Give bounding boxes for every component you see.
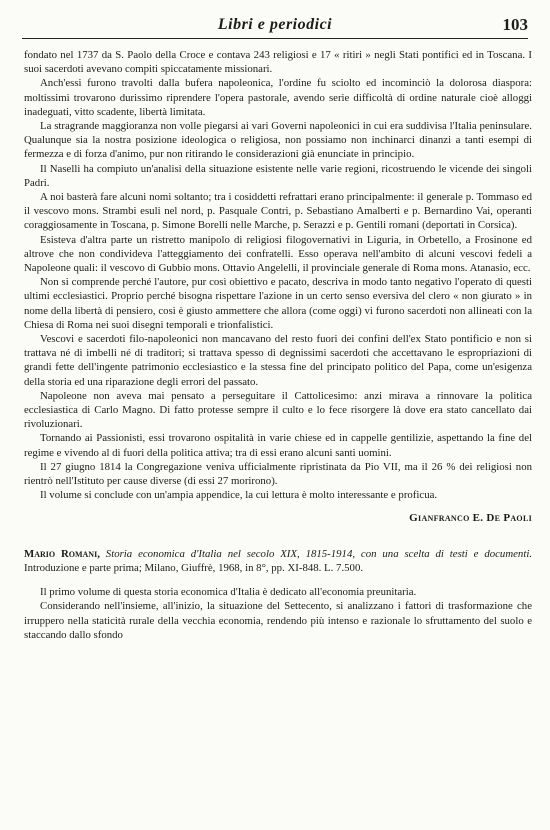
paragraph: Anch'essi furono travolti dalla bufera napoleonica, l'ordine fu sciolto ed incominciò la dolorosa diaspora: moltissimi trovarono durissimo riprendere l'opera pastorale, avendo serie difficoltà di ordine naturale cioè alloggi inadeguati, vitto scadente, libertà limitata.	[24, 77, 532, 118]
paragraph: A noi basterà fare alcuni nomi soltanto; tra i cosiddetti refrattari erano principalmente: il generale p. Tommaso ed il vescovo mons. Strambi esuli nel nord, p. Pasquale Contri, p. Sebastiano Amalberti e p. Bernardino Vai, operanti coraggiosamente in Toscana, p. Simone Borelli nelle Marche, p. Serazzi e p. Gentili romani (deportati in Corsica).	[24, 191, 532, 232]
paragraph: fondato nel 1737 da S. Paolo della Croce e contava 243 religiosi e 17 « ritiri » negli Stati pontifici ed in Toscana. I suoi sacerdoti avevano compiti spiccatamente missionari.	[24, 49, 532, 76]
paragraph: Il 27 giugno 1814 la Congregazione veniva ufficialmente ripristinata da Pio VII, ma il 26 % dei religiosi non rientrò nell'Istituto per cause diverse (di essi 27 morirono).	[24, 460, 532, 488]
reviewer-signature: Gianfranco E. De Paoli	[409, 511, 532, 524]
paragraph: Il volume si conclude con un'ampia appendice, la cui lettura è molto interessante e proficua.	[40, 489, 438, 502]
review-title: Storia economica d'Italia nel secolo XIX, 1815-1914, con una scelta di testi e documenti.	[105, 547, 533, 560]
paragraph: La stragrande maggioranza non volle piegarsi ai vari Governi napoleonici in cui era suddivisa l'Italia peninsulare. Qualunque sia la nostra posizione ideologica o religiosa, non possiamo non inchinarci dinanzi a tanti esempi di fermezza e di forza d'animo, pur non ritirando le considerazioni già enunciate in principio.	[24, 120, 532, 161]
paragraph: Considerando nell'insieme, all'inizio, la situazione del Settecento, si analizzano i fattori di trasformazione che irruppero nella staticità rurale della vecchia economia, rendendo più intenso e razionale lo sfruttamento del suolo e staccando dallo sfondo	[24, 600, 532, 641]
paragraph: Non si comprende perché l'autore, pur così obiettivo e pacato, descriva in modo tanto negativo l'operato di questi ultimi ecclesiastici. Proprio perché bisogna rispettare l'azione in un certo senso eversiva del clero « non giurato » in nome della libertà di pensiero, così è giusto ammettere che allora (come oggi) vi furono sacerdoti non allineati con la Chiesa di Roma nei suoi disegni temporali e trionfalistici.	[24, 276, 532, 331]
article-body	[24, 48, 532, 642]
paragraph: Tornando ai Passionisti, essi trovarono ospitalità in varie chiese ed in cappelle gentilizie, aspettando la fine del regime e vivendo al di fuori della politica attiva; tra di essi erano alcuni santi uomini.	[24, 432, 532, 459]
page-header	[22, 10, 528, 39]
spacer	[24, 575, 532, 585]
review-citation	[24, 547, 532, 575]
review-author: Mario Romani,	[24, 547, 100, 560]
paragraph: Il primo volume di questa storia economica d'Italia è dedicato all'economia preunitaria.	[40, 586, 417, 599]
paragraph: Il Naselli ha compiuto un'analisi della situazione esistente nelle varie regioni, ricostruendo le vicende dei singoli Padri.	[24, 162, 532, 189]
paragraph: Esisteva d'altra parte un ristretto manipolo di religiosi filogovernativi in Liguria, in Orbetello, a Frosinone ed altrove che non condivideva l'atteggiamento dei confratelli. Esso operava nell'ambito di alcuni vescovi fedeli a Napoleone quali: il vescovo di Gubbio mons. Ottavio Angelelli, il provinciale generale di Roma mons. Atanasio, ecc.	[24, 233, 532, 275]
paragraph: Vescovi e sacerdoti filo-napoleonici non mancavano del resto fuori dei confini dell'ex Stato pontificio e non si trattava né di imbelli né di traditori; si trattava spesso di degnissimi sacerdoti che accettavano le espropriazioni di grandi fette dell'ingente patrimonio ecclesiastico e la stessa fine del principato politico del Papa, come un'esigenza della storia ed una riparazione degli errori del passato.	[24, 333, 532, 388]
page-number: 103	[502, 15, 528, 34]
review-details: Introduzione e parte prima; Milano, Giuffrè, 1968, in 8°, pp. XI-848. L. 7.500.	[24, 561, 364, 574]
running-head: Libri e periodici	[217, 16, 333, 33]
paragraph: Napoleone non aveva mai pensato a perseguitare il Cattolicesimo: anzi mirava a rinnovare la politica ecclesiastica di Carlo Magno. Di fatto protesse sempre il culto e lo fece risorgere là dove era stato cancellato dai rivoluzionari.	[24, 389, 532, 431]
